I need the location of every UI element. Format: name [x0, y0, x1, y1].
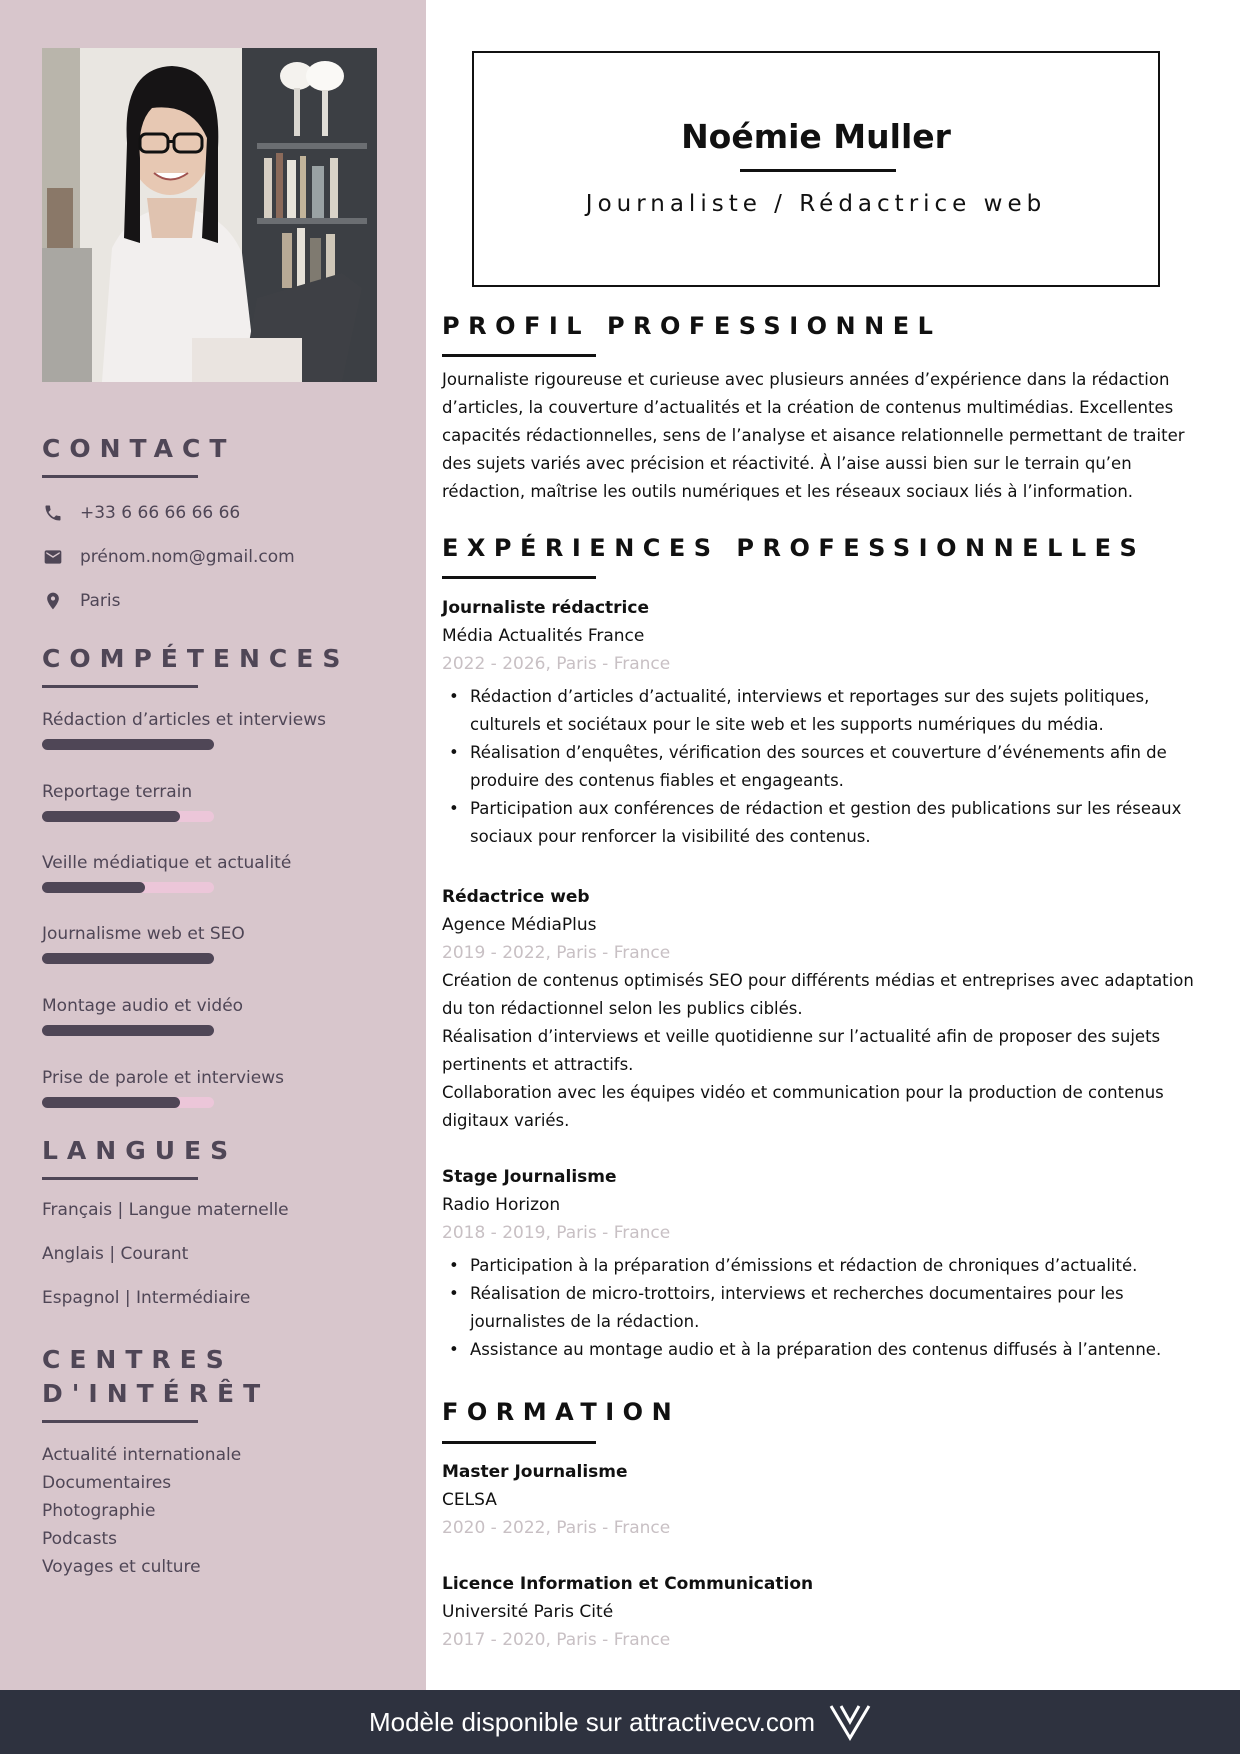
skills-rule [42, 685, 198, 688]
location-pin-icon [42, 590, 64, 612]
candidate-job-title: Journaliste / Rédactrice web [585, 191, 1047, 217]
skill-bar-fill [42, 953, 214, 964]
skill-bar [42, 882, 214, 893]
job-paragraph: Collaboration avec les équipes vidéo et communication pour la production de contenus digitaux variés. [442, 1083, 1164, 1130]
skill-item [42, 708, 342, 750]
contact-title: CONTACT [42, 434, 236, 463]
profile-section-title: PROFIL PROFESSIONNEL [442, 312, 942, 340]
languages-rule [42, 1177, 198, 1180]
sidebar [0, 0, 426, 1690]
education-school: CELSA [442, 1490, 497, 1510]
job-description [442, 967, 1212, 1135]
skill-bar-fill [42, 882, 145, 893]
contact-email [42, 546, 295, 568]
job-bullet: • Assistance au montage audio et à la préparation des contenus diffusés à l’antenne. [442, 1336, 1212, 1364]
job-dates: 2022 - 2026, Paris - France [442, 654, 671, 674]
skill-label: Journalisme web et SEO [42, 924, 245, 944]
skill-item [42, 780, 342, 822]
skill-bar [42, 1097, 214, 1108]
language-item: Français | Langue maternelle [42, 1200, 289, 1220]
language-item: Espagnol | Intermédiaire [42, 1288, 251, 1308]
skill-label: Rédaction d’articles et interviews [42, 710, 326, 730]
skill-bar [42, 1025, 214, 1036]
interests-rule [42, 1420, 198, 1423]
skill-item [42, 1066, 342, 1108]
interest-item: Voyages et culture [42, 1557, 201, 1577]
skill-bar [42, 739, 214, 750]
contact-rule [42, 475, 198, 478]
name-rule [740, 169, 896, 172]
skill-label: Veille médiatique et actualité [42, 853, 292, 873]
candidate-name: Noémie Muller [681, 117, 951, 156]
profile-photo [42, 48, 377, 382]
skill-label: Prise de parole et interviews [42, 1068, 284, 1088]
skills-section [42, 642, 349, 688]
job-bullets [442, 683, 1212, 851]
education-dates: 2020 - 2022, Paris - France [442, 1518, 671, 1538]
skill-label: Montage audio et vidéo [42, 996, 244, 1016]
experience-section-title: EXPÉRIENCES PROFESSIONNELLES [442, 534, 1146, 562]
job-bullet: • Réalisation de micro-trottoirs, interviews et recherches documentaires pour les journalistes de la rédaction. [442, 1280, 1212, 1336]
skill-item [42, 994, 342, 1036]
education-section-rule [442, 1441, 596, 1444]
mail-icon [42, 546, 64, 568]
experience-section-rule [442, 576, 596, 579]
job-dates: 2019 - 2022, Paris - France [442, 943, 671, 963]
job-paragraph: Réalisation d’interviews et veille quotidienne sur l’actualité afin de proposer des sujets pertinents et attractifs. [442, 1027, 1161, 1074]
skill-bar [42, 953, 214, 964]
job-company: Média Actualités France [442, 626, 645, 646]
languages-title: LANGUES [42, 1136, 238, 1165]
footer-banner[interactable] [0, 1690, 1240, 1754]
contact-location [42, 590, 120, 612]
attractivecv-logo-icon [829, 1703, 871, 1741]
job-bullet: • Rédaction d’articles d’actualité, interviews et reportages sur des sujets politiques, culturels et sociétaux pour le site web et les supports numériques du média. [442, 683, 1212, 739]
phone-icon [42, 502, 64, 524]
job-company: Agence MédiaPlus [442, 915, 597, 935]
interest-item: Podcasts [42, 1529, 117, 1549]
languages-section [42, 1134, 237, 1180]
skill-item [42, 851, 342, 893]
skill-bar-fill [42, 1025, 214, 1036]
skill-bar [42, 811, 214, 822]
interest-item: Documentaires [42, 1473, 172, 1493]
contact-location-text: Paris [80, 591, 121, 611]
job-bullet: • Participation à la préparation d’émissions et rédaction de chroniques d’actualité. [442, 1252, 1212, 1280]
language-item: Anglais | Courant [42, 1244, 189, 1264]
skill-label: Reportage terrain [42, 782, 193, 802]
interest-item: Photographie [42, 1501, 156, 1521]
job-paragraph: Création de contenus optimisés SEO pour différents médias et entreprises avec adaptation du ton rédactionnel selon les publics ciblés. [442, 971, 1194, 1018]
job-title: Journaliste rédactrice [442, 598, 649, 618]
contact-phone-text[interactable]: +33 6 66 66 66 66 [80, 503, 241, 523]
job-bullet: • Réalisation d’enquêtes, vérification des sources et couverture d’événements afin de produire des contenus fiables et engageants. [442, 739, 1212, 795]
skill-bar-fill [42, 739, 214, 750]
interest-item: Actualité internationale [42, 1445, 242, 1465]
job-bullets [442, 1252, 1212, 1364]
contact-section [42, 432, 235, 478]
interests-title-line2: D'INTÉRÊT [42, 1379, 270, 1408]
education-section-title: FORMATION [442, 1398, 681, 1426]
job-dates: 2018 - 2019, Paris - France [442, 1223, 671, 1243]
interests-title-line1: CENTRES [42, 1345, 233, 1374]
education-degree: Licence Information et Communication [442, 1574, 814, 1594]
profile-summary: Journaliste rigoureuse et curieuse avec plusieurs années d’expérience dans la rédaction d’articles, la couverture d’actualités et la création de contenus multimédias. Excellentes capacités rédactionnelles, sens de l’analyse et aisance relationnelle permettant de traiter des sujets variés avec précision et réactivité. À l’aise aussi bien sur le terrain qu’en rédaction, maîtrise les outils numériques et les réseaux sociaux liés à l’information. [442, 370, 1185, 501]
skills-title: COMPÉTENCES [42, 644, 350, 673]
skill-item [42, 922, 342, 964]
name-header-box [472, 51, 1160, 287]
contact-email-text[interactable]: prénom.nom@gmail.com [80, 547, 295, 567]
interests-section [42, 1343, 269, 1423]
education-degree: Master Journalisme [442, 1462, 628, 1482]
job-bullet: • Participation aux conférences de rédaction et gestion des publications sur les réseaux sociaux pour renforcer la visibilité des contenus. [442, 795, 1212, 851]
job-title: Stage Journalisme [442, 1167, 617, 1187]
profile-section-rule [442, 354, 596, 357]
footer-text[interactable]: Modèle disponible sur attractivecv.com [368, 1706, 816, 1737]
education-dates: 2017 - 2020, Paris - France [442, 1630, 671, 1650]
skill-bar-fill [42, 811, 180, 822]
contact-phone [42, 502, 240, 524]
education-school: Université Paris Cité [442, 1602, 614, 1622]
skill-bar-fill [42, 1097, 180, 1108]
job-title: Rédactrice web [442, 887, 590, 907]
job-company: Radio Horizon [442, 1195, 561, 1215]
